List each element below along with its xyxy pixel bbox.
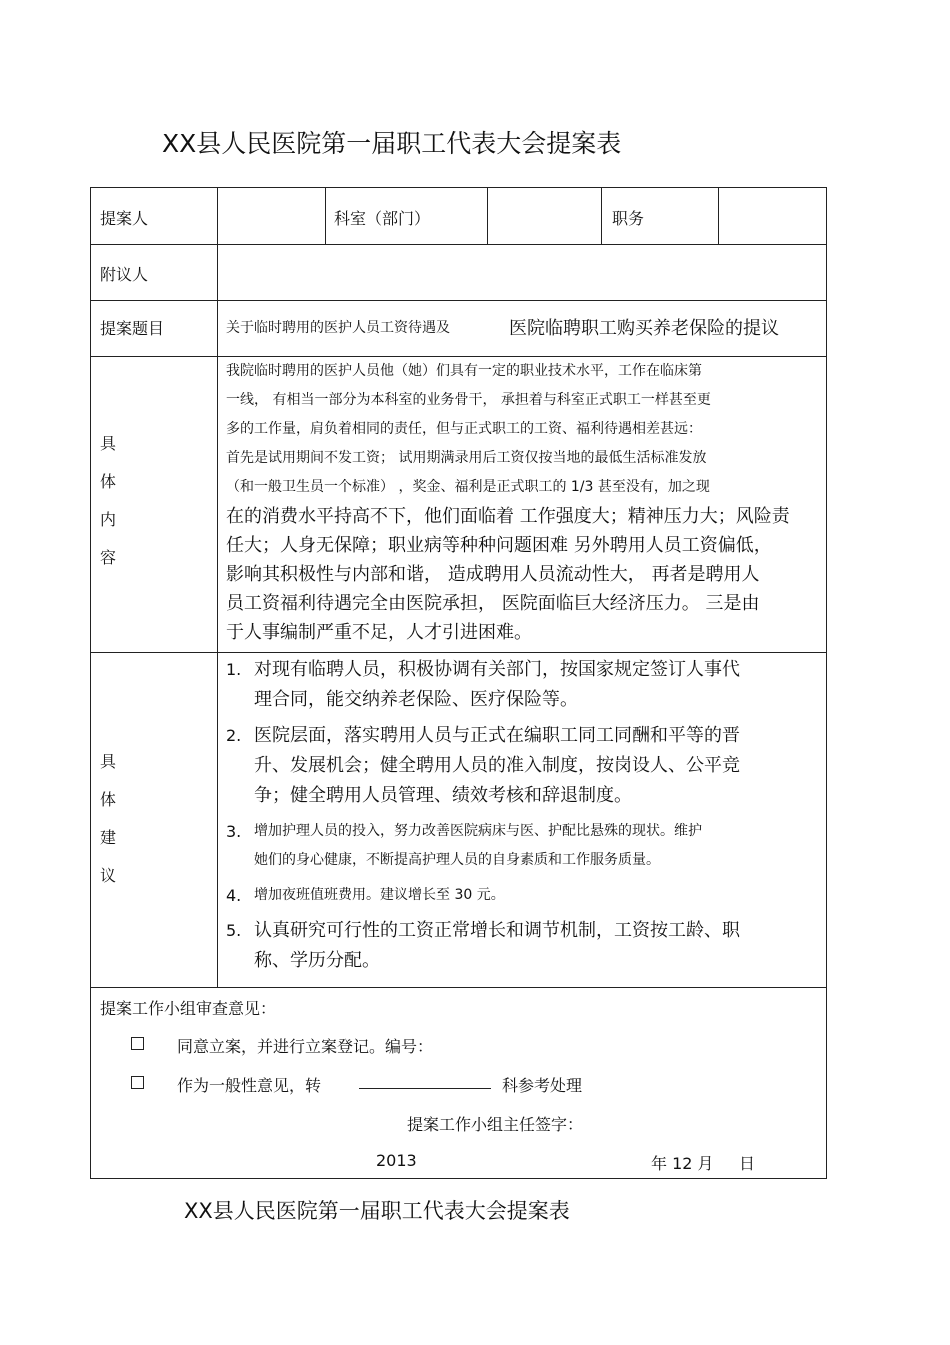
row-seconder — [91, 245, 826, 301]
suggestion-line: 称、学历分配。 — [254, 950, 380, 971]
suggestion-line: 医院层面，落实聘用人员与正式在编职工同工同酬和平等的晋 — [254, 725, 740, 746]
suggestion-number: 4. — [226, 886, 242, 905]
content-line: 我院临时聘用的医护人员他（她）们具有一定的职业技术水平，工作在临床第 — [226, 363, 702, 379]
suggestion-line: 升、发展机会；健全聘用人员的准入制度，按岗设人、公平竞 — [254, 755, 740, 776]
suggestion-item — [226, 916, 820, 976]
suggestion-number: 1. — [226, 660, 242, 679]
suggestion-number: 5. — [226, 921, 242, 940]
suggestion-item — [226, 721, 820, 811]
suggestion-line: 理合同，能交纳养老保险、医疗保险等。 — [254, 689, 578, 710]
date-month-day: 年 12 月 日 — [651, 1154, 755, 1173]
content-label — [100, 431, 120, 583]
suggestion-item — [226, 817, 820, 875]
suggestion-line: 增加护理人员的投入，努力改善医院病床与医、护配比悬殊的现状。维护 — [254, 823, 702, 839]
review-heading: 提案工作小组审查意见： — [100, 999, 277, 1018]
content-body — [226, 357, 820, 647]
row-content — [91, 357, 826, 653]
topic-label: 提案题目 — [100, 319, 165, 338]
content-line: 员工资福利待遇完全由医院承担， 医院面临巨大经济压力。 三是由 — [226, 593, 760, 614]
page-title: XX县人民医院第一届职工代表大会提案表 — [162, 129, 622, 158]
general-opinion-suffix: 科参考处理 — [502, 1076, 583, 1095]
department-label: 科室（部门） — [334, 209, 431, 228]
content-line: 任大；人身无保障；职业病等种种问题困难 另外聘用人员工资偏低， — [226, 535, 772, 556]
row-suggestions — [91, 653, 826, 988]
general-opinion-checkbox[interactable] — [131, 1076, 144, 1089]
approve-option-label: 同意立案，并进行立案登记。编号： — [177, 1037, 434, 1056]
content-line: （和一般卫生员一个标准） ，奖金、福利是正式职工的 1/3 甚至没有，加之现 — [226, 479, 710, 495]
topic-part2: 医院临聘职工购买养老保险的提议 — [509, 318, 779, 339]
suggestion-line: 她们的身心健康，不断提高护理人员的自身素质和工作服务质量。 — [254, 852, 660, 868]
content-line: 首先是试用期间不发工资； 试用期满录用后工资仅按当地的最低生活标准发放 — [226, 450, 707, 466]
approve-checkbox[interactable] — [131, 1037, 144, 1050]
proposer-label: 提案人 — [100, 209, 149, 228]
proposal-form-table — [90, 187, 827, 1179]
suggestions-label-char: 议 — [100, 866, 117, 885]
page-title-repeat: XX县人民医院第一届职工代表大会提案表 — [184, 1199, 570, 1223]
suggestion-line: 增加夜班值班费用。建议增长至 30 元。 — [254, 887, 505, 903]
suggestion-item — [226, 655, 820, 715]
suggestion-number: 2. — [226, 726, 242, 745]
content-line: 影响其积极性与内部和谐， 造成聘用人员流动性大， 再者是聘用人 — [226, 564, 760, 585]
suggestion-item — [226, 881, 820, 910]
content-line: 在的消费水平持高不下，他们面临着 工作强度大；精神压力大；风险责 — [226, 506, 790, 527]
suggestion-line: 对现有临聘人员，积极协调有关部门，按国家规定签订人事代 — [254, 659, 740, 680]
suggestions-list — [226, 655, 820, 982]
suggestions-label-char: 体 — [100, 790, 117, 809]
position-label: 职务 — [612, 209, 645, 228]
general-opinion-prefix: 作为一般性意见，转 — [177, 1076, 322, 1095]
suggestions-label — [100, 749, 120, 901]
review-section — [91, 988, 826, 1178]
topic-part1: 关于临时聘用的医护人员工资待遇及 — [226, 320, 450, 336]
suggestion-line: 争；健全聘用人员管理、绩效考核和辞退制度。 — [254, 785, 632, 806]
content-label-char: 体 — [100, 472, 117, 491]
row-proposer — [91, 188, 826, 245]
department-blank[interactable] — [359, 1088, 491, 1089]
row-topic — [91, 301, 826, 357]
date-year: 2013 — [376, 1151, 417, 1170]
suggestion-number: 3. — [226, 822, 242, 841]
content-line: 于人事编制严重不足，人才引进困难。 — [226, 622, 532, 643]
content-line: 多的工作量，肩负着相同的责任，但与正式职工的工资、福利待遇相差甚远： — [226, 421, 702, 437]
content-line: 一线， 有相当一部分为本科室的业务骨干， 承担着与科室正式职工一样甚至更 — [226, 392, 711, 408]
content-label-char: 内 — [100, 510, 117, 529]
suggestion-line: 认真研究可行性的工资正常增长和调节机制，工资按工龄、职 — [254, 920, 740, 941]
signature-label: 提案工作小组主任签字： — [407, 1115, 584, 1134]
seconder-label: 附议人 — [100, 265, 149, 284]
content-label-char: 具 — [100, 434, 117, 453]
suggestions-label-char: 具 — [100, 752, 117, 771]
suggestions-label-char: 建 — [100, 828, 117, 847]
content-label-char: 容 — [100, 548, 117, 567]
